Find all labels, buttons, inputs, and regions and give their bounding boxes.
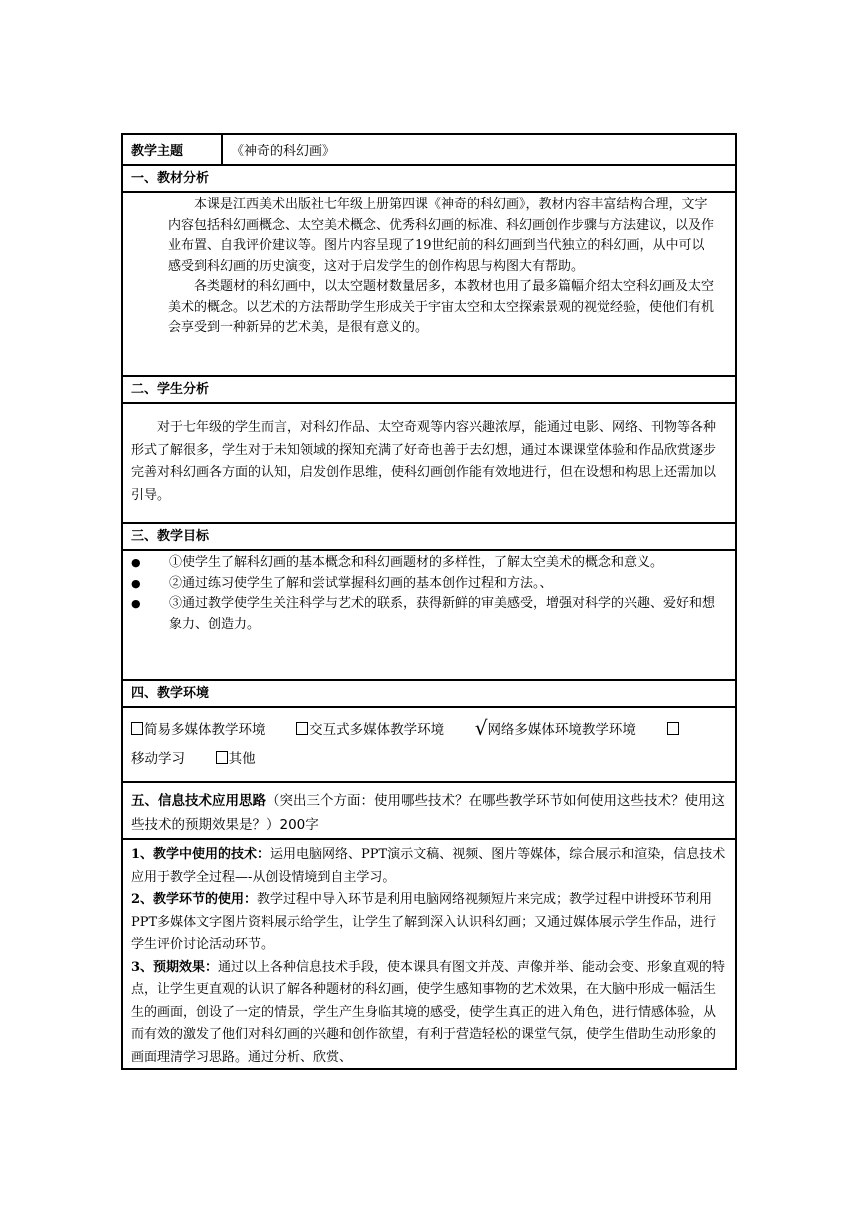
it-item: 2、教学环节的使用：教学过程中导入环节是利用电脑网络视频短片来完成；教学过程中讲授环节利用PPT多媒体文字图片资料展示给学生，让学生了解到深入认识科幻画；又通过媒体展示学生作品，进行学生评价讨论活动环节。 <box>131 892 717 952</box>
material-paragraph: 各类题材的科幻画中，以太空题材数量居多，本教材也用了最多篇幅介绍太空科幻画及太空美术的概念。以艺术的方法帮助学生形成关于宇宙太空和太空探索景观的视觉经验，使他们有机会享受到一种新异的艺术美，是很有意义的。 <box>168 279 715 335</box>
env-option-network[interactable]: √网络多媒体环境教学环境 <box>474 716 636 740</box>
goal-item <box>131 553 727 574</box>
checkbox-icon[interactable] <box>216 751 228 764</box>
env-option-interactive[interactable]: 交互式多媒体教学环境 <box>296 722 444 738</box>
teaching-goals <box>123 551 735 681</box>
teaching-environment <box>123 708 735 783</box>
student-analysis <box>123 404 735 524</box>
goal-text: ②通过练习使学生了解和尝试掌握科幻画的基本创作过程和方法。、 <box>169 575 553 591</box>
goal-item <box>131 574 727 595</box>
goal-item <box>131 594 727 635</box>
students-paragraph: 对于七年级的学生而言，对科幻作品、太空奇观等内容兴趣浓厚，能通过电影、网络、刊物等各种形式了解很多，学生对于未知领域的探知充满了好奇也善于去幻想，通过本课课堂体验和作品欣赏逐步完善对科幻画各方面的认知，启发创作思维，使科幻画创作能有效地进行，但在设想和构思上还需加以引导。 <box>131 420 717 503</box>
environment-heading: 四、教学环境 <box>123 681 735 708</box>
goal-text: ①使学生了解科幻画的基本概念和科幻画题材的多样性，了解太空美术的概念和意义。 <box>169 555 664 570</box>
bullet-icon: ● <box>131 556 141 569</box>
checkbox-icon[interactable] <box>296 722 308 735</box>
students-heading: 二、学生分析 <box>123 377 735 404</box>
it-item: 3、预期效果：通过以上各种信息技术手段，使本课具有图文并茂、声像并举、能动会变、形象直观的特点，让学生更直观的认识了解各种题材的科幻画，使学生感知事物的艺术效果，在大脑中形成一幅活生生的画面，创设了一定的情景，学生产生身临其境的感受，使学生真正的进入角色，进行情感体验，从而有效的激发了他们对科幻画的兴趣和创作欲望，有利于营造轻松的课堂气氛，使学生借助生动形象的画面理清学习思路。通过分析、欣赏、 <box>131 959 726 1065</box>
bullet-icon: ● <box>131 576 141 590</box>
checkbox-icon[interactable] <box>131 722 143 735</box>
bullet-icon: ● <box>131 597 141 610</box>
it-application <box>123 840 735 1068</box>
it-item: 1、教学中使用的技术：运用电脑网络、PPT演示文稿、视频、图片等媒体，综合展示和渲染，信息技术应用于教学全过程—-从创设情境到自主学习。 <box>131 847 726 885</box>
topic-value: 《神奇的科幻画》 <box>231 144 336 159</box>
env-option-other[interactable]: 其他 <box>216 751 256 767</box>
topic-row <box>123 135 735 166</box>
env-option-simple[interactable]: 简易多媒体教学环境 <box>131 722 266 738</box>
lesson-plan-table <box>121 133 737 1070</box>
goal-text: ③通过教学使学生关注科学与艺术的联系，获得新鲜的审美感受，增强对科学的兴趣、爱好和想象力、创造力。 <box>169 596 716 632</box>
it-heading: 五、信息技术应用思路 <box>131 793 266 809</box>
check-mark-icon: √ <box>474 716 488 740</box>
topic-label: 教学主题 <box>123 135 223 164</box>
material-paragraph: 本课是江西美术出版社七年级上册第四课《神奇的科幻画》，教材内容丰富结构合理，文字内容包括科幻画概念、太空美术概念、优秀科幻画的标准、科幻画创作步骤与方法建议，以及作业布置、自我评价建议等。图片内容呈现了19世纪前的科幻画到当代独立的科幻画，从中可以感受到科幻画的历史演变，这对于启发学生的创作构思与构图大有帮助。 <box>168 197 715 274</box>
goals-heading: 三、教学目标 <box>123 524 735 551</box>
it-heading-note: （突出三个方面：使用哪些技术？在哪些教学环节如何使用这些技术？使用这些技术的预期效果是？）200字 <box>131 793 725 833</box>
checkbox-icon[interactable] <box>667 722 679 735</box>
material-analysis <box>123 193 735 377</box>
material-heading: 一、教材分析 <box>123 166 735 193</box>
it-heading-row <box>123 783 735 840</box>
env-option-mobile[interactable]: 移动学习 <box>131 751 185 767</box>
